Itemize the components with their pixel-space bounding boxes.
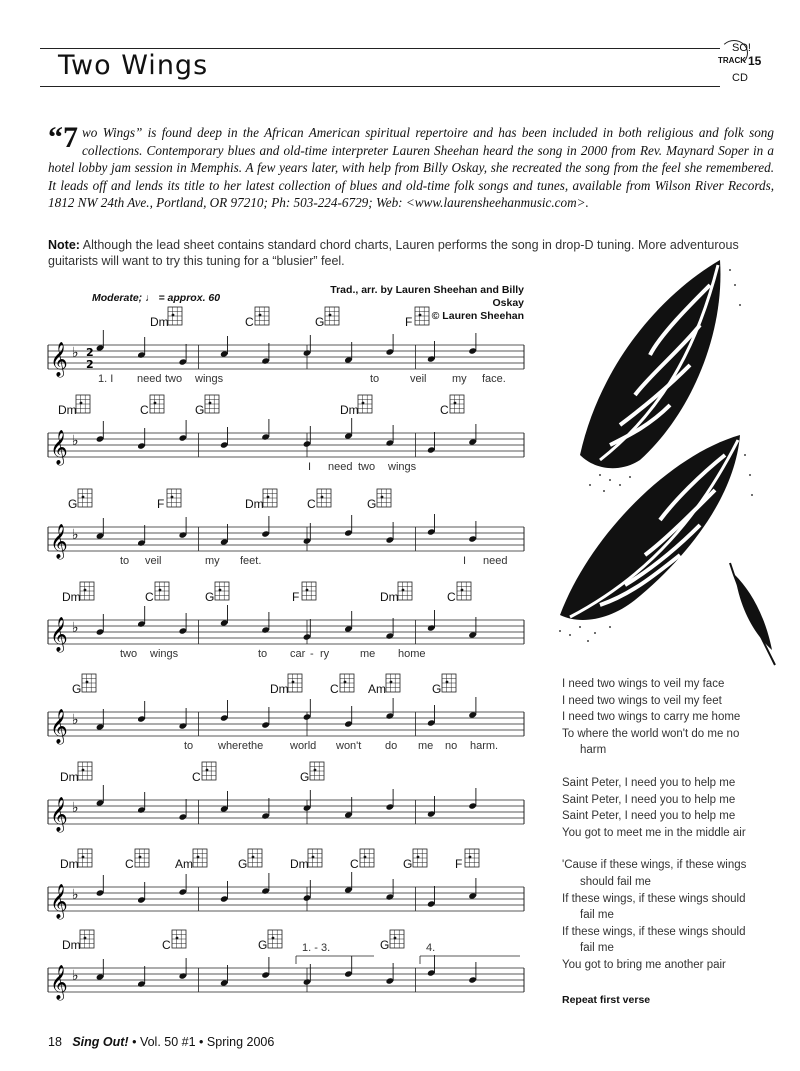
flat-icon: ♭: [72, 620, 79, 636]
verse-line: Saint Peter, I need you to help me: [562, 810, 736, 823]
lyric-syllable: world: [290, 740, 317, 752]
lyric-syllable: two: [120, 648, 138, 660]
lyric-syllable: I: [463, 555, 467, 567]
treble-clef-icon: 𝄞: [50, 524, 68, 559]
treble-clef-icon: 𝄞: [50, 617, 68, 652]
chord-name: Dm: [340, 403, 359, 417]
verse-line: Saint Peter, I need you to help me: [562, 793, 736, 806]
chord-name: C: [145, 590, 154, 604]
ending-label: 1. - 3.: [302, 942, 331, 954]
treble-clef-icon: 𝄞: [50, 884, 68, 919]
chord-finger-dot: [417, 856, 420, 859]
time-signature: 2: [86, 346, 94, 359]
chord-name: G: [238, 857, 248, 871]
footer-sep: •: [199, 1035, 204, 1049]
chord-name: C: [307, 497, 316, 511]
chord-finger-dot: [82, 856, 85, 859]
flat-icon: ♭: [72, 712, 79, 728]
lyric-syllable: need: [483, 555, 508, 567]
chord-finger-dot: [176, 937, 179, 940]
lyric-syllable: wings: [195, 373, 224, 385]
chord-finger-dot: [306, 589, 309, 592]
verse-line: harm: [580, 744, 607, 757]
chord-finger-dot: [454, 402, 457, 405]
chord-name: G: [403, 857, 413, 871]
chord-name: Am: [368, 682, 386, 696]
lyric-syllable: -: [310, 648, 314, 660]
verse-line: 'Cause if these wings, if these wings: [562, 859, 747, 872]
flat-icon: ♭: [72, 968, 79, 984]
page-title: Two Wings: [58, 50, 209, 81]
lyric-syllable: me: [360, 648, 376, 660]
lower-wing-icon: [560, 435, 740, 620]
chord-finger-dot: [86, 681, 89, 684]
time-signature: 2: [86, 358, 94, 371]
chord-finger-dot: [461, 589, 464, 592]
chord-name: G: [432, 682, 442, 696]
page-footer: [48, 1035, 274, 1049]
credit-line-2: © Lauren Sheehan: [431, 310, 524, 322]
chord-finger-dot: [172, 314, 175, 317]
note-text: Although the lead sheet contains standard chord charts, Lauren performs the song in drop-D tuning. More adventurous guitarists will want to try this tuning for a “blusier” feel.: [48, 238, 739, 268]
chord-name: Dm: [60, 770, 79, 784]
lyric-syllable: car: [290, 648, 306, 660]
lyric-syllable: do: [385, 740, 398, 752]
chord-name: G: [258, 938, 268, 952]
chord-name: C: [162, 938, 171, 952]
chord-finger-dot: [154, 402, 157, 405]
chord-finger-dot: [84, 589, 87, 592]
page-number: 18: [48, 1035, 62, 1049]
chord-finger-dot: [80, 402, 83, 405]
lyric-syllable: wings: [150, 648, 179, 660]
chord-name: Dm: [60, 857, 79, 871]
chord-name: G: [367, 497, 377, 511]
volume: Vol. 50 #1: [139, 1035, 196, 1049]
note-label: Note:: [48, 238, 80, 252]
chord-name: Am: [175, 857, 193, 871]
chord-name: Dm: [290, 857, 309, 871]
chord-name: Dm: [270, 682, 289, 696]
treble-clef-icon: 𝄞: [50, 709, 68, 744]
dropcap: “7: [48, 121, 78, 154]
chord-finger-dot: [364, 856, 367, 859]
lyric-syllable: home: [398, 648, 426, 660]
chord-finger-dot: [197, 856, 200, 859]
lyric-syllable: my: [205, 555, 220, 567]
chord-name: G: [315, 315, 325, 329]
ending-label: 4.: [426, 942, 436, 954]
lyric-syllable: to: [184, 740, 194, 752]
lyric-syllable: won't: [336, 740, 362, 752]
chord-name: F: [405, 315, 413, 329]
lyric-syllable: where: [218, 740, 248, 752]
chord-finger-dot: [402, 589, 405, 592]
lyric-syllable: me: [418, 740, 434, 752]
chord-name: G: [380, 938, 390, 952]
credit-line-1: Trad., arr. by Lauren Sheehan and Billy Oskay: [330, 284, 524, 309]
chord-name: G: [300, 770, 310, 784]
verse-stanza: [562, 775, 782, 841]
verse-line: fail me: [580, 909, 614, 922]
lyric-syllable: veil: [410, 373, 427, 385]
lyric-syllable: two: [165, 373, 183, 385]
lyric-syllable: I: [308, 461, 312, 473]
chord-name: C: [245, 315, 254, 329]
lyric-syllable: no: [445, 740, 458, 752]
chord-name: G: [195, 403, 205, 417]
chord-name: C: [350, 857, 359, 871]
chord-finger-dot: [82, 496, 85, 499]
chord-finger-dot: [381, 496, 384, 499]
chord-name: G: [68, 497, 78, 511]
flat-icon: ♭: [72, 433, 79, 449]
chord-finger-dot: [390, 681, 393, 684]
verse-line: To where the world won't do me no: [562, 727, 740, 740]
flat-icon: ♭: [72, 887, 79, 903]
chord-name: Dm: [58, 403, 77, 417]
footer-sep: •: [132, 1035, 137, 1049]
tempo-marking: Moderate; ♩ = approx. 60: [92, 292, 221, 304]
badge-cd: CD: [732, 72, 748, 84]
treble-clef-icon: 𝄞: [50, 797, 68, 832]
chord-finger-dot: [312, 856, 315, 859]
lyric-syllable: ry: [320, 648, 330, 660]
chord-name: F: [157, 497, 165, 511]
chord-finger-dot: [84, 937, 87, 940]
lyric-syllable: to: [120, 555, 130, 567]
lyric-syllable: two: [358, 461, 376, 473]
chord-finger-dot: [267, 496, 270, 499]
chord-finger-dot: [139, 856, 142, 859]
lyric-syllable: my: [452, 373, 467, 385]
chord-name: C: [125, 857, 134, 871]
chord-name: F: [455, 857, 463, 871]
chord-name: Dm: [245, 497, 264, 511]
chord-finger-dot: [159, 589, 162, 592]
chord-finger-dot: [219, 589, 222, 592]
verse-line: I need two wings to veil my face: [562, 678, 725, 690]
verse-line: If these wings, if these wings should: [562, 892, 746, 905]
chord-finger-dot: [321, 496, 324, 499]
lyric-syllable: veil: [145, 555, 162, 567]
chord-finger-dot: [362, 402, 365, 405]
chord-finger-dot: [292, 681, 295, 684]
treble-clef-icon: 𝄞: [50, 430, 68, 465]
flat-icon: ♭: [72, 527, 79, 543]
lyric-syllable: feet.: [240, 555, 262, 567]
verse-line: You got to bring me another pair: [562, 958, 726, 971]
flat-icon: ♭: [72, 345, 79, 361]
magazine-name: Sing Out!: [72, 1035, 129, 1049]
verse-line: I need two wings to veil my feet: [562, 694, 722, 707]
lyric-syllable: 1. I: [98, 373, 114, 385]
chord-finger-dot: [314, 769, 317, 772]
verse-stanza: [562, 857, 782, 973]
chord-finger-dot: [344, 681, 347, 684]
chord-finger-dot: [419, 314, 422, 317]
chord-name: Dm: [62, 938, 81, 952]
chord-name: Dm: [62, 590, 81, 604]
treble-clef-icon: 𝄞: [50, 342, 68, 377]
lyric-syllable: the: [248, 740, 264, 752]
verse-line: fail me: [580, 942, 614, 955]
flat-icon: ♭: [72, 800, 79, 816]
lyric-syllable: harm.: [470, 740, 499, 752]
chord-name: C: [447, 590, 456, 604]
chord-finger-dot: [329, 314, 332, 317]
lyric-syllable: need: [328, 461, 353, 473]
chord-name: G: [72, 682, 82, 696]
verse-line: You got to meet me in the middle air: [562, 826, 746, 839]
chord-name: Dm: [380, 590, 399, 604]
chord-name: Dm: [150, 315, 169, 329]
chord-finger-dot: [171, 496, 174, 499]
lyric-syllable: to: [258, 648, 268, 660]
verse-line: Saint Peter, I need you to help me: [562, 776, 736, 789]
chord-finger-dot: [469, 856, 472, 859]
verse-line: I need two wings to carry me home: [562, 711, 741, 724]
chord-name: C: [192, 770, 201, 784]
lyric-syllable: face.: [482, 373, 506, 385]
chord-name: C: [330, 682, 339, 696]
issue: Spring 2006: [206, 1035, 275, 1049]
chord-finger-dot: [272, 937, 275, 940]
chord-finger-dot: [82, 769, 85, 772]
chord-finger-dot: [259, 314, 262, 317]
lyric-syllable: wings: [388, 461, 417, 473]
badge-track-label: TRACK: [718, 56, 746, 65]
verse-stanza: [562, 676, 782, 759]
repeat-note: Repeat first verse: [562, 994, 651, 1006]
chord-finger-dot: [206, 769, 209, 772]
chord-name: G: [205, 590, 215, 604]
chord-name: C: [440, 403, 449, 417]
verse-lyrics: [562, 676, 782, 990]
verse-line: If these wings, if these wings should: [562, 925, 746, 938]
wings-illustration: [540, 255, 790, 675]
badge-track-number: 15: [748, 54, 762, 68]
intro-text: wo Wings” is found deep in the African American spiritual repertoire and has been included in both religious and folk song collections. Contemporary blues and old-time interpreter Lauren Sheehan heard the song in 2000 from Rev. Maynard Soper in a hotel lobby jam session in Memphis. A few years later, with help from Billy Oskay, she recreated the song from the feel she remembered. It leads off and lends its title to her latest collection of blues and old-time folk songs and tunes, available from Wilson River Records, 1812 NW 24th Ave., Portland, OR 97210; Ph: 503-224-6729; Web: <www.laurensheehanmusic.com>.: [48, 125, 774, 210]
chord-finger-dot: [252, 856, 255, 859]
chord-finger-dot: [209, 402, 212, 405]
chord-finger-dot: [446, 681, 449, 684]
badge-so: SO!: [732, 42, 751, 54]
feather-icon: [730, 563, 775, 665]
treble-clef-icon: 𝄞: [50, 965, 68, 1000]
upper-wing-icon: [580, 260, 720, 468]
lyric-syllable: to: [370, 373, 380, 385]
verse-line: should fail me: [580, 875, 651, 888]
chord-finger-dot: [394, 937, 397, 940]
chord-name: F: [292, 590, 300, 604]
lyric-syllable: need: [137, 373, 162, 385]
chord-name: C: [140, 403, 149, 417]
